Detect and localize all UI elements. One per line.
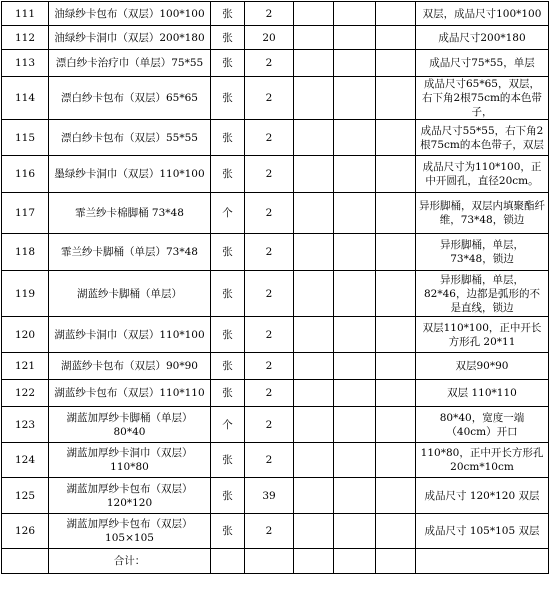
row-number: 122 — [2, 380, 49, 407]
item-unit: 张 — [211, 156, 245, 193]
item-quantity: 2 — [245, 77, 294, 120]
table-row — [2, 234, 549, 271]
item-table — [1, 1, 549, 574]
empty-cell — [334, 2, 376, 26]
table-row — [2, 120, 549, 156]
empty-cell — [376, 443, 416, 478]
empty-cell — [334, 514, 376, 549]
empty-cell — [294, 380, 334, 407]
item-unit: 张 — [211, 2, 245, 26]
item-unit: 张 — [211, 26, 245, 50]
item-name: 油绿纱卡包布（双层）100*100 — [49, 2, 211, 26]
table-row — [2, 26, 549, 50]
empty-cell — [294, 549, 334, 574]
item-note: 双层110*100，正中开长方形孔 20*11 — [416, 317, 549, 353]
item-quantity: 2 — [245, 380, 294, 407]
empty-cell — [416, 549, 549, 574]
total-label: 合计： — [49, 549, 211, 574]
empty-cell — [334, 271, 376, 317]
empty-cell — [334, 353, 376, 380]
empty-cell — [376, 380, 416, 407]
empty-cell — [376, 50, 416, 77]
item-unit: 张 — [211, 443, 245, 478]
item-unit: 张 — [211, 317, 245, 353]
empty-cell — [376, 514, 416, 549]
row-number: 125 — [2, 478, 49, 514]
row-number: 119 — [2, 271, 49, 317]
empty-cell — [211, 549, 245, 574]
item-note: 成品尺寸55*55，右下角2根75cm的本色带子，双层 — [416, 120, 549, 156]
empty-cell — [334, 317, 376, 353]
table-row — [2, 193, 549, 234]
item-unit: 张 — [211, 271, 245, 317]
item-quantity: 2 — [245, 50, 294, 77]
row-number: 124 — [2, 443, 49, 478]
item-quantity: 2 — [245, 317, 294, 353]
empty-cell — [294, 2, 334, 26]
item-name: 湖蓝加厚纱卡包布（双层）120*120 — [49, 478, 211, 514]
item-quantity: 2 — [245, 234, 294, 271]
table-row — [2, 2, 549, 26]
empty-cell — [334, 26, 376, 50]
item-quantity: 2 — [245, 193, 294, 234]
table-body — [2, 2, 549, 574]
empty-cell — [376, 193, 416, 234]
row-number: 118 — [2, 234, 49, 271]
table-row — [2, 478, 549, 514]
row-number: 111 — [2, 2, 49, 26]
empty-cell — [376, 26, 416, 50]
item-note: 110*80，正中开长方形孔20cm*10cm — [416, 443, 549, 478]
item-note: 成品尺寸 105*105 双层 — [416, 514, 549, 549]
empty-cell — [376, 271, 416, 317]
empty-cell — [376, 317, 416, 353]
item-quantity: 39 — [245, 478, 294, 514]
item-unit: 个 — [211, 407, 245, 443]
empty-cell — [294, 120, 334, 156]
item-note: 双层，成品尺寸100*100 — [416, 2, 549, 26]
item-name: 漂白纱卡治疗巾（单层）75*55 — [49, 50, 211, 77]
empty-cell — [294, 50, 334, 77]
item-quantity: 2 — [245, 443, 294, 478]
table-row — [2, 317, 549, 353]
empty-cell — [334, 50, 376, 77]
empty-cell — [334, 407, 376, 443]
empty-cell — [294, 234, 334, 271]
row-number: 114 — [2, 77, 49, 120]
table-row — [2, 407, 549, 443]
empty-cell — [2, 549, 49, 574]
item-name: 漂白纱卡包布（双层）65*65 — [49, 77, 211, 120]
empty-cell — [376, 156, 416, 193]
row-number: 115 — [2, 120, 49, 156]
item-quantity: 2 — [245, 514, 294, 549]
empty-cell — [376, 407, 416, 443]
item-quantity: 2 — [245, 407, 294, 443]
item-note: 80*40，宽度一端（40cm）开口 — [416, 407, 549, 443]
item-note: 双层90*90 — [416, 353, 549, 380]
item-note: 异形脚桶，单层，73*48，锁边 — [416, 234, 549, 271]
empty-cell — [376, 234, 416, 271]
item-quantity: 20 — [245, 26, 294, 50]
table-row — [2, 50, 549, 77]
item-note: 成品尺寸 120*120 双层 — [416, 478, 549, 514]
item-name: 湖蓝加厚纱卡包布（双层）105×105 — [49, 514, 211, 549]
empty-cell — [334, 549, 376, 574]
row-number: 113 — [2, 50, 49, 77]
empty-cell — [294, 156, 334, 193]
row-number: 123 — [2, 407, 49, 443]
item-note: 成品尺寸为110*100，正中开圆孔，直径20cm。 — [416, 156, 549, 193]
empty-cell — [294, 193, 334, 234]
item-note: 双层 110*110 — [416, 380, 549, 407]
row-number: 117 — [2, 193, 49, 234]
table-row — [2, 156, 549, 193]
row-number: 126 — [2, 514, 49, 549]
item-unit: 个 — [211, 193, 245, 234]
item-note: 成品尺寸200*180 — [416, 26, 549, 50]
empty-cell — [376, 478, 416, 514]
table-row — [2, 380, 549, 407]
item-quantity: 2 — [245, 271, 294, 317]
empty-cell — [294, 407, 334, 443]
item-note: 异形脚桶，双层内填聚酯纤维，73*48，锁边 — [416, 193, 549, 234]
empty-cell — [294, 271, 334, 317]
item-name: 湖蓝纱卡包布（双层）90*90 — [49, 353, 211, 380]
item-unit: 张 — [211, 120, 245, 156]
item-name: 霏兰纱卡脚桶（单层）73*48 — [49, 234, 211, 271]
item-unit: 张 — [211, 234, 245, 271]
item-name: 漂白纱卡包布（双层）55*55 — [49, 120, 211, 156]
item-note: 成品尺寸65*65，双层，右下角2根75cm的本色带子， — [416, 77, 549, 120]
empty-cell — [294, 514, 334, 549]
item-name: 湖蓝加厚纱卡脚桶（单层）80*40 — [49, 407, 211, 443]
item-quantity: 2 — [245, 156, 294, 193]
row-number: 120 — [2, 317, 49, 353]
empty-cell — [294, 26, 334, 50]
total-row — [2, 549, 549, 574]
item-unit: 张 — [211, 353, 245, 380]
item-note: 成品尺寸75*55，单层 — [416, 50, 549, 77]
table-row — [2, 353, 549, 380]
row-number: 121 — [2, 353, 49, 380]
item-note: 异形脚桶，单层，82*46，边都是弧形的不是直线，锁边 — [416, 271, 549, 317]
empty-cell — [294, 317, 334, 353]
empty-cell — [334, 120, 376, 156]
empty-cell — [294, 77, 334, 120]
item-unit: 张 — [211, 50, 245, 77]
empty-cell — [376, 549, 416, 574]
empty-cell — [334, 234, 376, 271]
table-row — [2, 443, 549, 478]
empty-cell — [334, 156, 376, 193]
empty-cell — [334, 77, 376, 120]
empty-cell — [376, 2, 416, 26]
item-name: 油绿纱卡洞巾（双层）200*180 — [49, 26, 211, 50]
table-row — [2, 271, 549, 317]
empty-cell — [334, 380, 376, 407]
item-unit: 张 — [211, 514, 245, 549]
item-unit: 张 — [211, 380, 245, 407]
empty-cell — [294, 353, 334, 380]
item-unit: 张 — [211, 478, 245, 514]
empty-cell — [376, 353, 416, 380]
row-number: 112 — [2, 26, 49, 50]
item-name: 霏兰纱卡棉脚桶 73*48 — [49, 193, 211, 234]
empty-cell — [334, 193, 376, 234]
item-name: 湖蓝加厚纱卡洞巾（双层）110*80 — [49, 443, 211, 478]
empty-cell — [294, 478, 334, 514]
item-name: 湖蓝纱卡包布（双层）110*110 — [49, 380, 211, 407]
empty-cell — [376, 77, 416, 120]
item-quantity: 2 — [245, 120, 294, 156]
empty-cell — [334, 443, 376, 478]
item-quantity: 2 — [245, 353, 294, 380]
item-unit: 张 — [211, 77, 245, 120]
item-name: 墨绿纱卡洞巾（双层）110*100 — [49, 156, 211, 193]
empty-cell — [334, 478, 376, 514]
item-name: 湖蓝纱卡脚桶（单层） — [49, 271, 211, 317]
item-name: 湖蓝纱卡洞巾（双层）110*100 — [49, 317, 211, 353]
table-row — [2, 77, 549, 120]
row-number: 116 — [2, 156, 49, 193]
empty-cell — [245, 549, 294, 574]
empty-cell — [294, 443, 334, 478]
empty-cell — [376, 120, 416, 156]
item-quantity: 2 — [245, 2, 294, 26]
table-row — [2, 514, 549, 549]
